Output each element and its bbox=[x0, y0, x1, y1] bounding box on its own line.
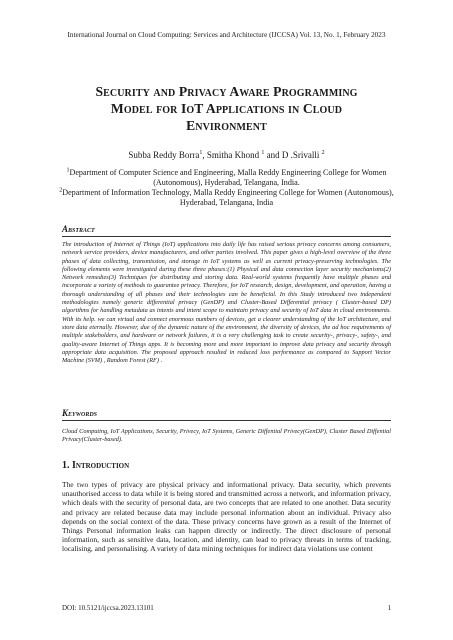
author-list bbox=[40, 150, 413, 161]
author-affiliation-mark: 1 bbox=[261, 150, 265, 156]
author-affiliation-mark: 1 bbox=[199, 150, 203, 156]
affiliation-text: Department of Computer Science and Engineering, Malla Reddy Engineering College for Women (Autonomous), Hyderabad, Telangana, India. bbox=[69, 168, 387, 187]
author-name: , Smitha Khond bbox=[202, 150, 262, 160]
keywords-divider bbox=[62, 420, 391, 421]
introduction-text: The two types of privacy are physical privacy and informational privacy. Data security, which prevents unauthorised access to data while it is being stored and transmitted across a network, and information privacy, which deals with the security of personal data, are two concepts that are related to one another. Data security and privacy are related because data may include personal information about an individual. Privacy also depends on the social context of the data. These privacy concerns have grown as a result of the Internet of Things Personal information leaks can happen directly or indirectly. The direct disclosure of personal information, such as sensitive data, location, and identity, can lead to privacy threats in terms of tracking, localising, and personalising. A variety of data mining techniques for indirect data violations use content bbox=[62, 480, 391, 554]
keywords-heading: Keywords bbox=[62, 408, 98, 418]
running-header: International Journal on Cloud Computing: Services and Architecture (IJCCSA) Vol. 13, No. 1, February 2023 bbox=[67, 31, 386, 39]
author-name: and D .Srivalli bbox=[264, 150, 322, 160]
title-line-3: Environment bbox=[186, 118, 267, 133]
author-name: Subba Reddy Borra bbox=[128, 150, 200, 160]
paper-title bbox=[50, 83, 403, 134]
abstract-text: The introduction of Internet of Things (IoT) applications into daily life has raised serious privacy concerns among consumers, network service providers, device manufacturers, and other parties involved. This paper gives a high-level overview of the three phases of data collecting, transmission, and storage in IoT systems as well as current privacy-preserving technologies. The following elements were investigated during these three phases:(1) Physical and data connection layer security mechanisms(2) Network remedies(3) Techniques for distributing and storing data. Real-world systems frequently have multiple phases and incorporate a variety of methods to guarantee privacy. Therefore, for IoT research, design, development, and operation, having a thorough understanding of all phases and their technologies can be beneficial. In this Study introduced two independent methodologies namely generic differential privacy (GenDP) and Cluster-Based Differential privacy ( Cluster-based DP) algorithms for handling metadata as intents and intent scope to maintain privacy and security of IoT data in cloud environments. With its help. we can virtual and connect enormous numbers of devices, get a clearer understanding of the IoT architecture, and store data eternally. However, due of the dynamic nature of the environment, the diversity of devices, the ad hoc requirements of multiple stakeholders, and hardware or network failures, it is a very challenging task to create security-, privacy-, safety-, and quality-aware Internet of Things apps. It is becoming more and more important to improve data privacy and security through appropriate data acquisition. The proposed approach resulted in reduced loss performance as compared to Support Vector Machine (SVM) , Random Forest (RF) . bbox=[62, 241, 391, 365]
affiliation-1 bbox=[55, 168, 398, 188]
title-line-1: Security and Privacy Aware Programming bbox=[95, 84, 358, 99]
doi-footer: DOI: 10.5121/ijccsa.2023.13101 bbox=[62, 604, 154, 612]
affiliation-text: Department of Information Technology, Malla Reddy Engineering College for Women (Autonomous), Hyderabad, Telangana, India bbox=[62, 188, 394, 207]
affiliation-mark: 1 bbox=[66, 167, 70, 174]
page-number: 1 bbox=[387, 604, 391, 612]
keywords-text: Cloud Computing, IoT Applications, Security, Privecy, IoT Systems, Generic Diffential Privecy(GenDP), Cluster Based Diffential Privacy(Cluster-based). bbox=[62, 428, 391, 444]
title-line-2: Model for IoT Applications in Cloud bbox=[110, 101, 343, 116]
author-affiliation-mark: 2 bbox=[321, 150, 325, 156]
abstract-divider bbox=[62, 236, 391, 237]
affiliation-mark: 2 bbox=[59, 187, 63, 194]
affiliation-2 bbox=[55, 188, 398, 208]
introduction-heading: 1. Introduction bbox=[62, 460, 130, 471]
abstract-heading: Abstract bbox=[62, 224, 95, 234]
